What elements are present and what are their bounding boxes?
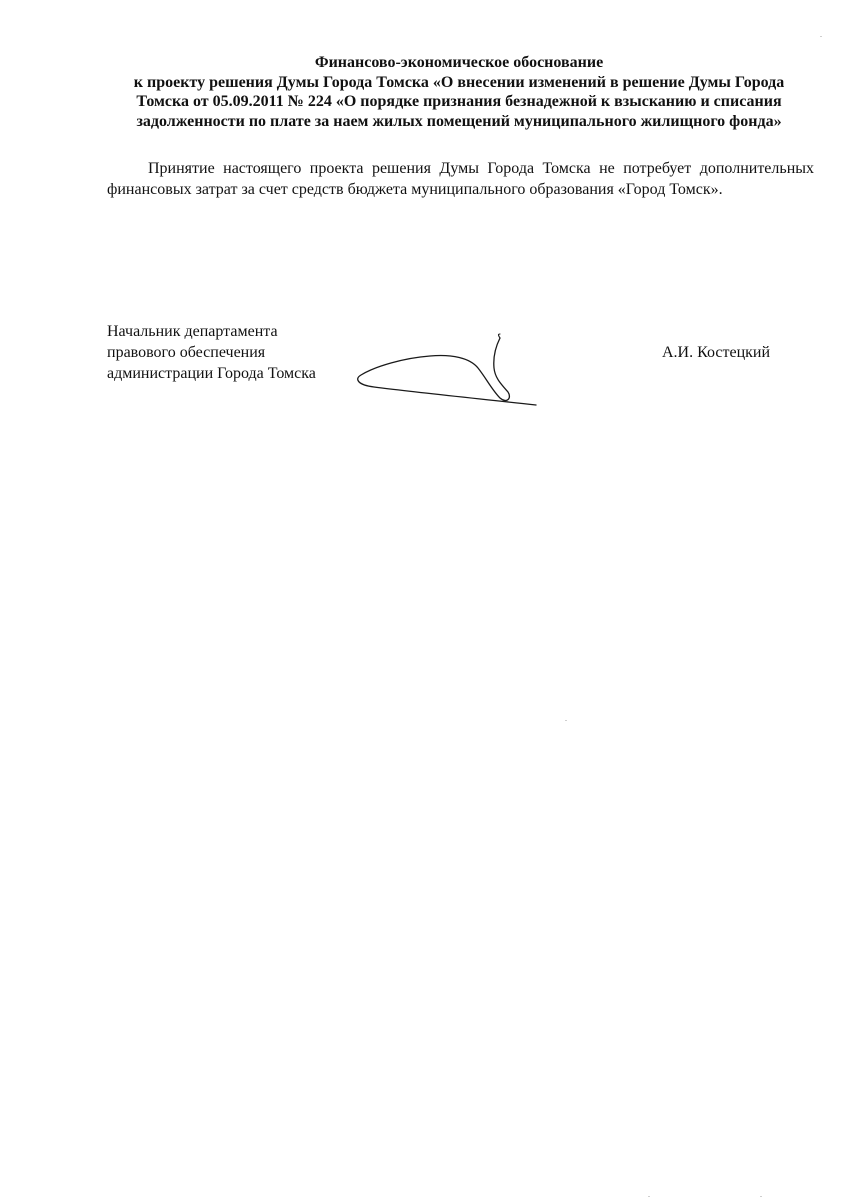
body-paragraph: Принятие настоящего проекта решения Думы Города Томска не потребует дополнительных финансовых затрат за счет средств бюджета муниципального образования «Город Томск». bbox=[107, 160, 814, 198]
document-title bbox=[100, 53, 818, 131]
scan-speck bbox=[760, 1196, 762, 1197]
scan-speck bbox=[565, 720, 567, 721]
position-line: администрации Города Томска bbox=[107, 365, 316, 382]
title-line: Финансово-экономическое обоснование bbox=[314, 54, 604, 71]
scan-speck bbox=[820, 36, 822, 37]
scan-speck bbox=[648, 1196, 650, 1197]
handwritten-signature bbox=[352, 332, 544, 416]
signatory-position bbox=[107, 321, 316, 384]
position-line: правового обеспечения bbox=[107, 344, 266, 361]
title-line: к проекту решения Думы Города Томска «О внесении изменений в решение Думы Города bbox=[133, 73, 785, 91]
signatory-name: А.И. Костецкий bbox=[662, 344, 771, 361]
title-line: Томска от 05.09.2011 № 224 «О порядке признания безнадежной к взысканию и списания bbox=[136, 93, 782, 110]
position-line: Начальник департамента bbox=[107, 323, 278, 340]
title-line: задолженности по плате за наем жилых помещений муниципального жилищного фонда» bbox=[136, 112, 782, 130]
